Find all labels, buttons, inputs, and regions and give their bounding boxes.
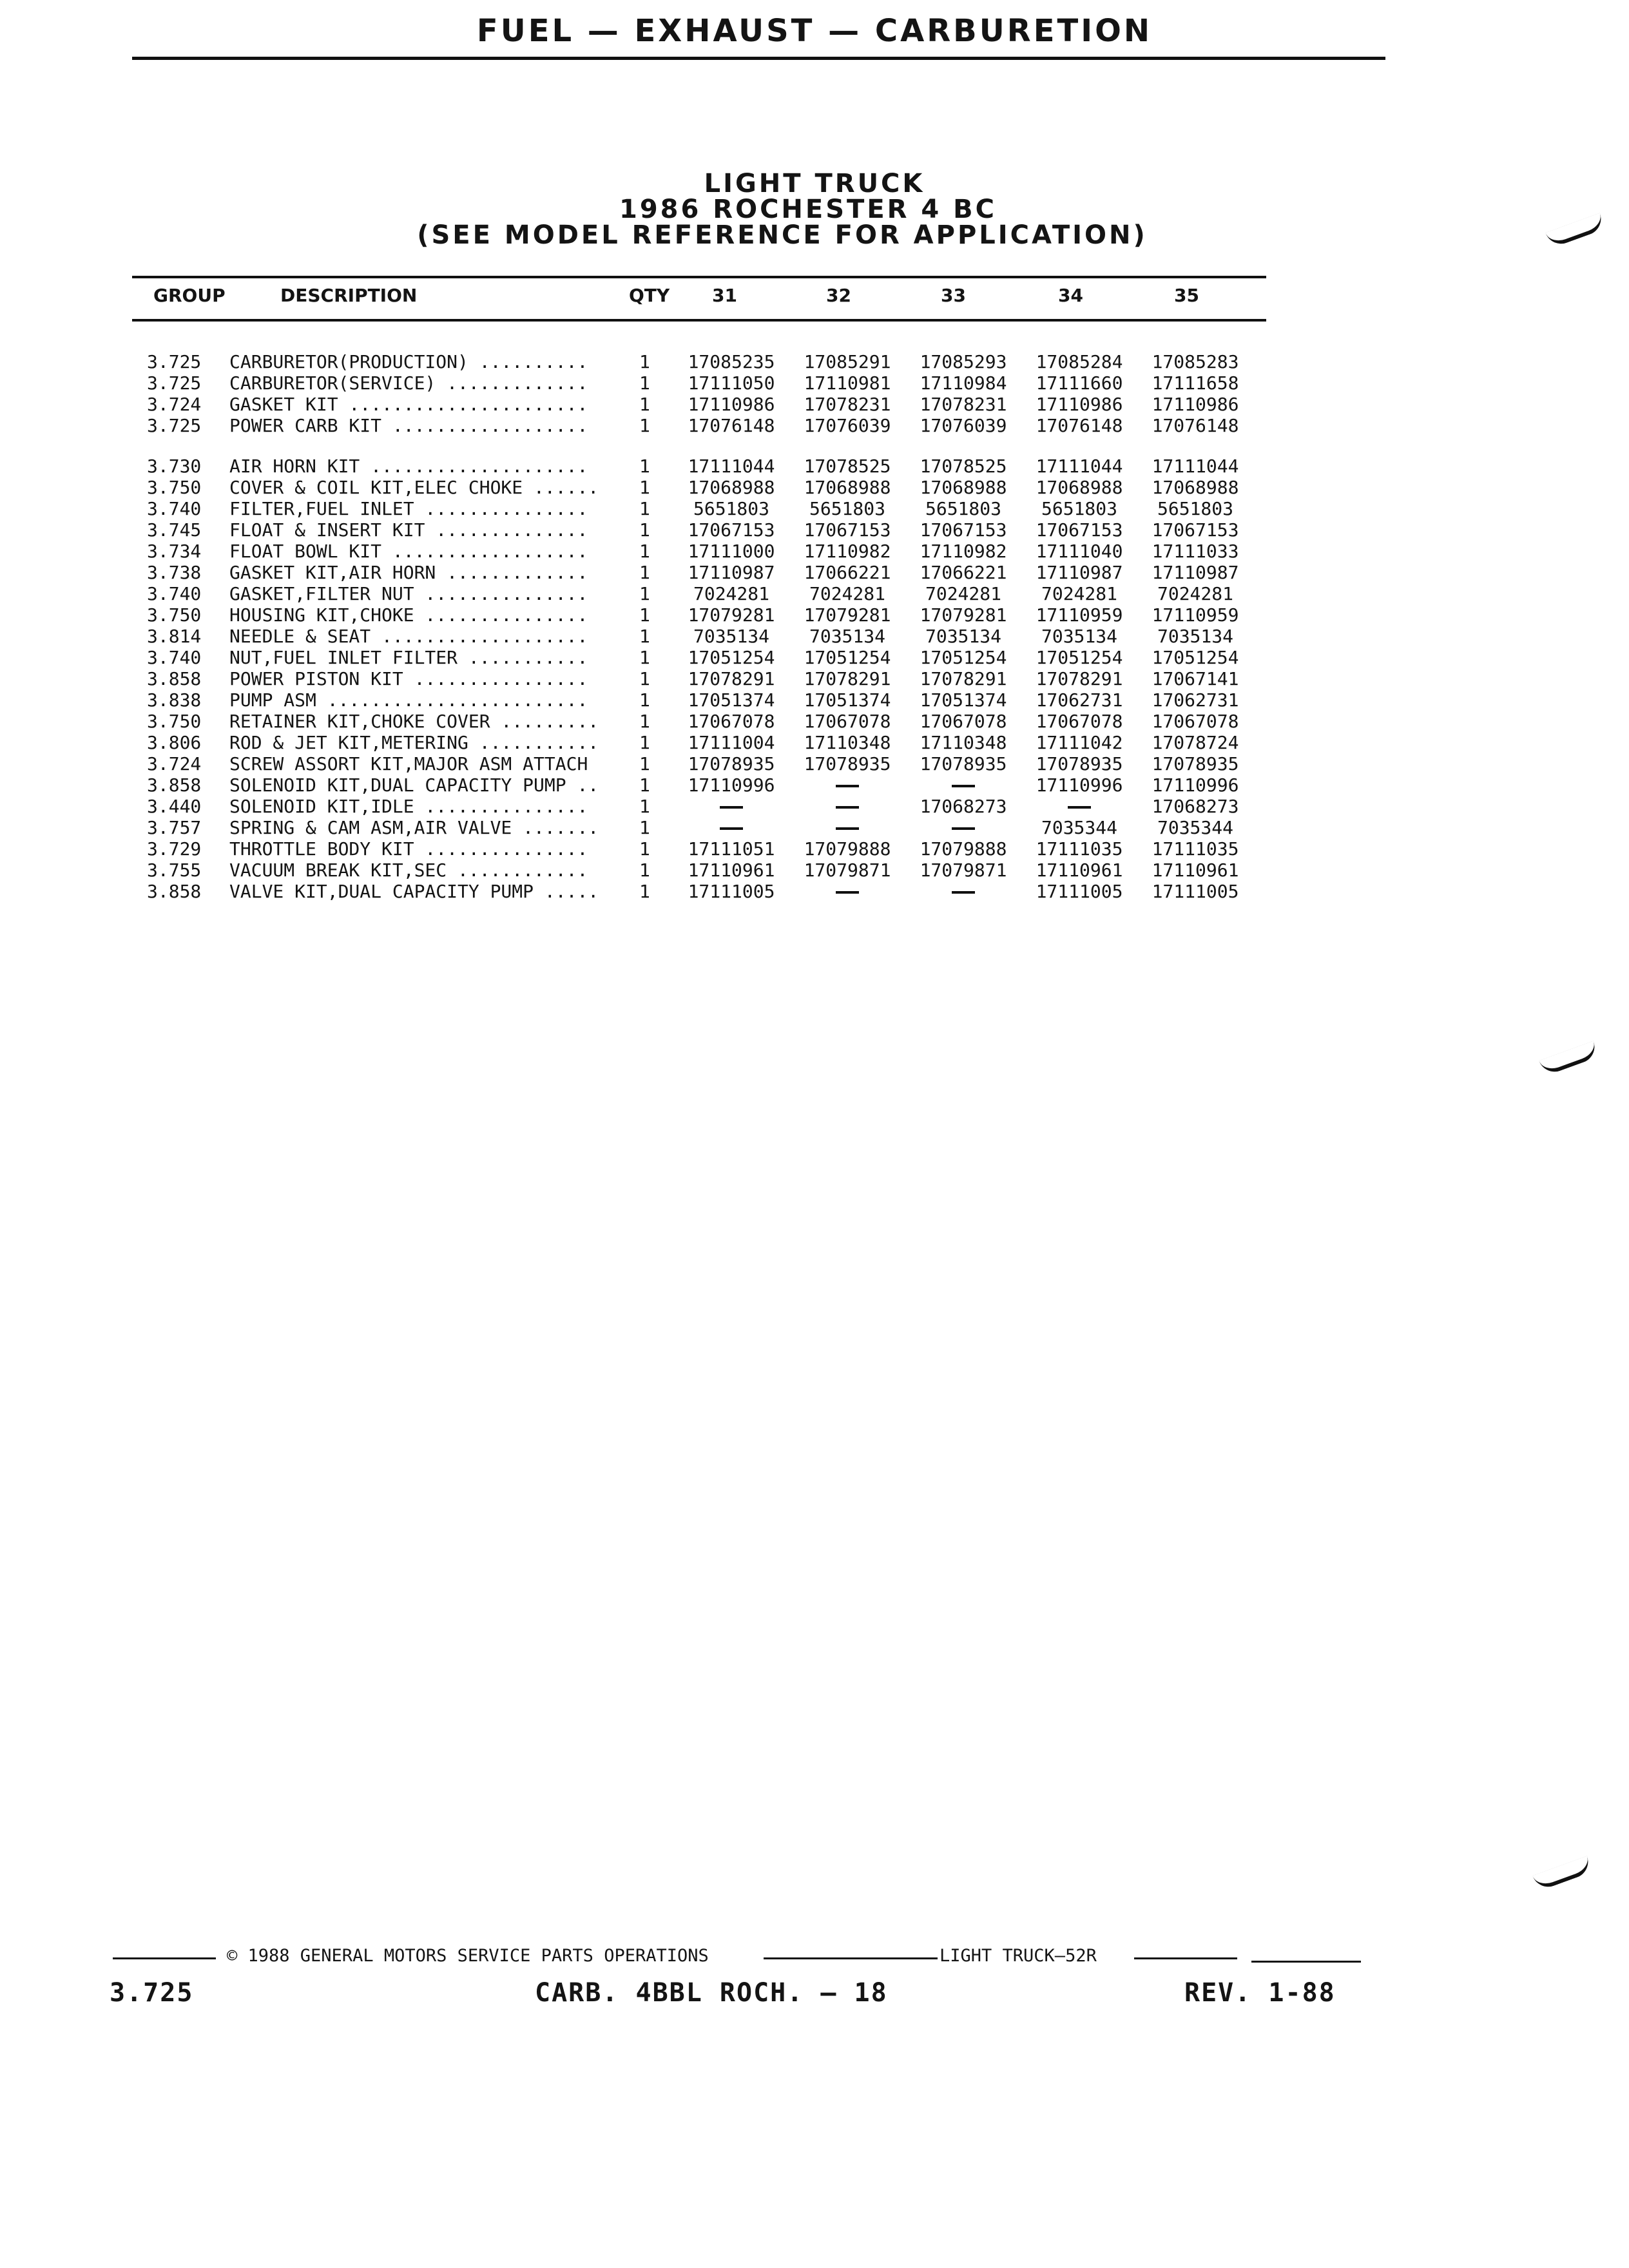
not-applicable-dash	[952, 827, 975, 830]
row-part-number: 17079888	[804, 838, 891, 860]
row-part-number: 17111005	[1152, 881, 1239, 902]
table-top-rule	[132, 276, 1266, 278]
row-description: SPRING & CAM ASM,AIR VALVE .......	[229, 817, 599, 838]
row-description: POWER CARB KIT ..................	[229, 415, 588, 436]
row-part-number: 17068273	[1152, 796, 1239, 817]
row-part-number: 5651803	[809, 498, 885, 519]
row-part-number: 17067141	[1152, 668, 1239, 689]
row-qty: 1	[639, 477, 650, 498]
row-part-number: 17067078	[1036, 711, 1123, 732]
footer-group-code: 3.725	[110, 1978, 194, 2008]
row-part-number: 17110996	[1036, 774, 1123, 796]
row-part-number: 17067078	[920, 711, 1007, 732]
row-part-number: 17051254	[1036, 647, 1123, 668]
row-group-code: 3.858	[147, 668, 202, 689]
row-part-number: 17085291	[804, 351, 891, 372]
not-applicable-dash	[836, 806, 859, 809]
row-part-number: 17078231	[804, 394, 891, 415]
header-rule	[132, 57, 1385, 60]
row-qty: 1	[639, 774, 650, 796]
row-part-number: 17078935	[1036, 753, 1123, 774]
row-description: GASKET,FILTER NUT ...............	[229, 583, 588, 604]
row-group-code: 3.745	[147, 519, 202, 541]
row-part-number: 17078231	[920, 394, 1007, 415]
row-description: RETAINER KIT,CHOKE COVER .........	[229, 711, 599, 732]
row-group-code: 3.750	[147, 604, 202, 626]
row-part-number: 17078291	[1036, 668, 1123, 689]
row-part-number: 17111005	[688, 881, 775, 902]
row-part-number: 17051374	[920, 689, 1007, 711]
margin-mark	[1532, 1856, 1592, 1891]
row-description: VACUUM BREAK KIT,SEC ............	[229, 860, 588, 881]
row-part-number: 17051254	[1152, 647, 1239, 668]
row-part-number: 7035134	[1157, 626, 1233, 647]
column-header-model-31: 31	[712, 285, 737, 306]
row-qty: 1	[639, 415, 650, 436]
row-part-number: 17051374	[804, 689, 891, 711]
column-header-qty: QTY	[629, 285, 670, 306]
row-part-number: 17067078	[1152, 711, 1239, 732]
row-group-code: 3.730	[147, 456, 202, 477]
row-group-code: 3.725	[147, 351, 202, 372]
row-description: CARBURETOR(SERVICE) .............	[229, 372, 588, 394]
row-part-number: 17111044	[1152, 456, 1239, 477]
row-part-number: 17111000	[688, 541, 775, 562]
row-description: FILTER,FUEL INLET ...............	[229, 498, 588, 519]
row-part-number: 17079281	[920, 604, 1007, 626]
row-qty: 1	[639, 394, 650, 415]
row-part-number: 17111044	[1036, 456, 1123, 477]
row-part-number: 17067153	[920, 519, 1007, 541]
row-part-number: 7024281	[809, 583, 885, 604]
row-part-number: 17110987	[688, 562, 775, 583]
not-applicable-dash	[836, 785, 859, 787]
footer-rule-left	[113, 1957, 216, 1959]
row-qty: 1	[639, 519, 650, 541]
row-part-number: 17110984	[920, 372, 1007, 394]
row-qty: 1	[639, 860, 650, 881]
row-part-number: 17085293	[920, 351, 1007, 372]
row-part-number	[670, 817, 793, 838]
row-part-number: 17078935	[804, 753, 891, 774]
row-description: AIR HORN KIT ....................	[229, 456, 588, 477]
row-part-number: 17068988	[1036, 477, 1123, 498]
row-description: POWER PISTON KIT ................	[229, 668, 588, 689]
row-part-number: 17066221	[804, 562, 891, 583]
row-description: SOLENOID KIT,DUAL CAPACITY PUMP ..	[229, 774, 599, 796]
row-qty: 1	[639, 351, 650, 372]
row-description: NEEDLE & SEAT ...................	[229, 626, 588, 647]
row-part-number: 17079871	[920, 860, 1007, 881]
row-qty: 1	[639, 689, 650, 711]
row-qty: 1	[639, 881, 650, 902]
row-group-code: 3.729	[147, 838, 202, 860]
row-part-number	[786, 817, 909, 838]
row-part-number: 7035344	[1157, 817, 1233, 838]
row-part-number: 17110987	[1152, 562, 1239, 583]
row-qty: 1	[639, 647, 650, 668]
row-group-code: 3.740	[147, 583, 202, 604]
row-part-number: 17068988	[920, 477, 1007, 498]
row-description: FLOAT BOWL KIT ..................	[229, 541, 588, 562]
row-part-number: 17066221	[920, 562, 1007, 583]
row-part-number: 17110961	[1036, 860, 1123, 881]
not-applicable-dash	[952, 891, 975, 894]
row-part-number: 17085283	[1152, 351, 1239, 372]
not-applicable-dash	[836, 891, 859, 894]
row-part-number: 17085235	[688, 351, 775, 372]
row-part-number: 17111051	[688, 838, 775, 860]
row-group-code: 3.724	[147, 753, 202, 774]
row-group-code: 3.440	[147, 796, 202, 817]
row-description: CARBURETOR(PRODUCTION) ..........	[229, 351, 588, 372]
row-part-number: 17068988	[1152, 477, 1239, 498]
row-part-number: 17067153	[1036, 519, 1123, 541]
row-part-number: 17110348	[804, 732, 891, 753]
row-part-number: 17078935	[688, 753, 775, 774]
row-part-number: 17110982	[920, 541, 1007, 562]
row-part-number: 17110959	[1036, 604, 1123, 626]
row-group-code: 3.757	[147, 817, 202, 838]
row-description: PUMP ASM ........................	[229, 689, 588, 711]
footer-revision: REV. 1-88	[1184, 1978, 1336, 2008]
row-description: SOLENOID KIT,IDLE ...............	[229, 796, 588, 817]
row-part-number: 7024281	[1041, 583, 1117, 604]
row-part-number: 17111660	[1036, 372, 1123, 394]
row-group-code: 3.725	[147, 415, 202, 436]
row-part-number: 17062731	[1152, 689, 1239, 711]
row-description: ROD & JET KIT,METERING ...........	[229, 732, 599, 753]
row-part-number	[786, 774, 909, 796]
row-part-number: 17079871	[804, 860, 891, 881]
row-description: GASKET KIT ......................	[229, 394, 588, 415]
row-description: VALVE KIT,DUAL CAPACITY PUMP .....	[229, 881, 599, 902]
row-part-number: 7024281	[1157, 583, 1233, 604]
row-qty: 1	[639, 498, 650, 519]
row-description: HOUSING KIT,CHOKE ...............	[229, 604, 588, 626]
row-part-number: 7024281	[693, 583, 769, 604]
row-part-number	[1018, 796, 1141, 817]
row-part-number: 5651803	[693, 498, 769, 519]
row-part-number: 17078935	[1152, 753, 1239, 774]
row-part-number: 5651803	[1041, 498, 1117, 519]
row-part-number: 17078291	[688, 668, 775, 689]
row-part-number: 17110987	[1036, 562, 1123, 583]
row-part-number: 17078724	[1152, 732, 1239, 753]
row-group-code: 3.750	[147, 477, 202, 498]
row-part-number: 17076039	[920, 415, 1007, 436]
row-group-code: 3.858	[147, 881, 202, 902]
row-group-code: 3.755	[147, 860, 202, 881]
row-qty: 1	[639, 604, 650, 626]
row-group-code: 3.725	[147, 372, 202, 394]
row-group-code: 3.724	[147, 394, 202, 415]
margin-mark	[1539, 1041, 1599, 1076]
row-qty: 1	[639, 456, 650, 477]
row-qty: 1	[639, 668, 650, 689]
not-applicable-dash	[836, 827, 859, 830]
row-part-number: 17110961	[1152, 860, 1239, 881]
row-part-number: 17110961	[688, 860, 775, 881]
row-part-number	[902, 817, 1025, 838]
row-description: GASKET KIT,AIR HORN .............	[229, 562, 588, 583]
row-group-code: 3.858	[147, 774, 202, 796]
row-part-number: 7035344	[1041, 817, 1117, 838]
row-part-number: 17079281	[804, 604, 891, 626]
row-description: COVER & COIL KIT,ELEC CHOKE ......	[229, 477, 599, 498]
row-part-number: 7035134	[925, 626, 1001, 647]
footer-copyright: © 1988 GENERAL MOTORS SERVICE PARTS OPERATIONS	[227, 1946, 709, 1966]
row-group-code: 3.806	[147, 732, 202, 753]
row-part-number: 17110981	[804, 372, 891, 394]
row-qty: 1	[639, 732, 650, 753]
row-part-number: 17051254	[688, 647, 775, 668]
row-qty: 1	[639, 562, 650, 583]
table-header-rule	[132, 319, 1266, 322]
subtitle-line-1: LIGHT TRUCK	[704, 169, 925, 198]
row-part-number: 17076039	[804, 415, 891, 436]
row-description: SCREW ASSORT KIT,MAJOR ASM ATTACH	[229, 753, 588, 774]
row-qty: 1	[639, 753, 650, 774]
row-group-code: 3.750	[147, 711, 202, 732]
row-qty: 1	[639, 817, 650, 838]
row-part-number: 17110986	[688, 394, 775, 415]
row-description: NUT,FUEL INLET FILTER ...........	[229, 647, 588, 668]
row-part-number: 17068988	[804, 477, 891, 498]
column-header-model-34: 34	[1058, 285, 1083, 306]
column-header-model-35: 35	[1174, 285, 1199, 306]
row-qty: 1	[639, 626, 650, 647]
row-group-code: 3.738	[147, 562, 202, 583]
row-part-number: 17110986	[1152, 394, 1239, 415]
row-description: THROTTLE BODY KIT ...............	[229, 838, 588, 860]
row-part-number: 7024281	[925, 583, 1001, 604]
row-group-code: 3.734	[147, 541, 202, 562]
row-part-number: 17062731	[1036, 689, 1123, 711]
row-qty: 1	[639, 541, 650, 562]
row-part-number: 17110959	[1152, 604, 1239, 626]
row-qty: 1	[639, 711, 650, 732]
row-group-code: 3.740	[147, 498, 202, 519]
row-part-number: 7035134	[693, 626, 769, 647]
row-part-number: 17078291	[804, 668, 891, 689]
row-part-number: 17067153	[804, 519, 891, 541]
row-part-number: 17076148	[688, 415, 775, 436]
row-group-code: 3.740	[147, 647, 202, 668]
footer-rule-middle	[764, 1957, 938, 1959]
column-header-group: GROUP	[153, 285, 226, 306]
row-part-number: 17051254	[920, 647, 1007, 668]
column-header-description: DESCRIPTION	[280, 285, 418, 306]
row-part-number: 17076148	[1036, 415, 1123, 436]
row-part-number: 17051374	[688, 689, 775, 711]
row-part-number: 5651803	[1157, 498, 1233, 519]
row-part-number	[670, 796, 793, 817]
row-part-number: 17111658	[1152, 372, 1239, 394]
not-applicable-dash	[720, 806, 743, 809]
row-part-number: 17067153	[688, 519, 775, 541]
row-group-code: 3.838	[147, 689, 202, 711]
row-part-number: 7035134	[1041, 626, 1117, 647]
row-part-number: 17067078	[804, 711, 891, 732]
row-group-code: 3.814	[147, 626, 202, 647]
row-part-number: 17111042	[1036, 732, 1123, 753]
row-part-number: 17111040	[1036, 541, 1123, 562]
footer-rule-end	[1251, 1961, 1361, 1963]
row-part-number: 17068273	[920, 796, 1007, 817]
row-qty: 1	[639, 796, 650, 817]
row-part-number: 17051254	[804, 647, 891, 668]
row-part-number: 17110982	[804, 541, 891, 562]
row-part-number: 7035134	[809, 626, 885, 647]
row-part-number: 17067153	[1152, 519, 1239, 541]
row-description: FLOAT & INSERT KIT ..............	[229, 519, 588, 541]
row-qty: 1	[639, 583, 650, 604]
row-part-number: 17111035	[1152, 838, 1239, 860]
row-part-number: 17110986	[1036, 394, 1123, 415]
not-applicable-dash	[1068, 806, 1091, 809]
row-part-number: 17078935	[920, 753, 1007, 774]
not-applicable-dash	[720, 827, 743, 830]
row-part-number: 17111004	[688, 732, 775, 753]
row-part-number	[786, 881, 909, 902]
row-part-number: 17111033	[1152, 541, 1239, 562]
row-part-number	[902, 774, 1025, 796]
row-part-number: 17067078	[688, 711, 775, 732]
subtitle-line-2: 1986 ROCHESTER 4 BC	[619, 195, 997, 224]
row-part-number: 17111044	[688, 456, 775, 477]
row-part-number: 17079888	[920, 838, 1007, 860]
subtitle-line-3: (SEE MODEL REFERENCE FOR APPLICATION)	[417, 220, 1148, 250]
footer-section: LIGHT TRUCK—52R	[940, 1946, 1097, 1966]
row-qty: 1	[639, 372, 650, 394]
row-part-number: 17110996	[1152, 774, 1239, 796]
row-part-number: 17068988	[688, 477, 775, 498]
page-header-title: FUEL — EXHAUST — CARBURETION	[476, 13, 1153, 49]
footer-rule-right	[1134, 1957, 1237, 1959]
not-applicable-dash	[952, 785, 975, 787]
row-qty: 1	[639, 838, 650, 860]
row-part-number: 17078525	[920, 456, 1007, 477]
row-part-number: 17078525	[804, 456, 891, 477]
row-part-number: 17085284	[1036, 351, 1123, 372]
column-header-model-33: 33	[941, 285, 966, 306]
row-part-number: 17078291	[920, 668, 1007, 689]
row-part-number: 17111005	[1036, 881, 1123, 902]
row-part-number: 17076148	[1152, 415, 1239, 436]
row-part-number: 17110996	[688, 774, 775, 796]
row-part-number: 5651803	[925, 498, 1001, 519]
row-part-number: 17111035	[1036, 838, 1123, 860]
row-part-number	[902, 881, 1025, 902]
row-part-number: 17111050	[688, 372, 775, 394]
column-header-model-32: 32	[826, 285, 851, 306]
row-part-number: 17079281	[688, 604, 775, 626]
row-part-number	[786, 796, 909, 817]
footer-page-label: CARB. 4BBL ROCH. — 18	[535, 1978, 888, 2008]
row-part-number: 17110348	[920, 732, 1007, 753]
